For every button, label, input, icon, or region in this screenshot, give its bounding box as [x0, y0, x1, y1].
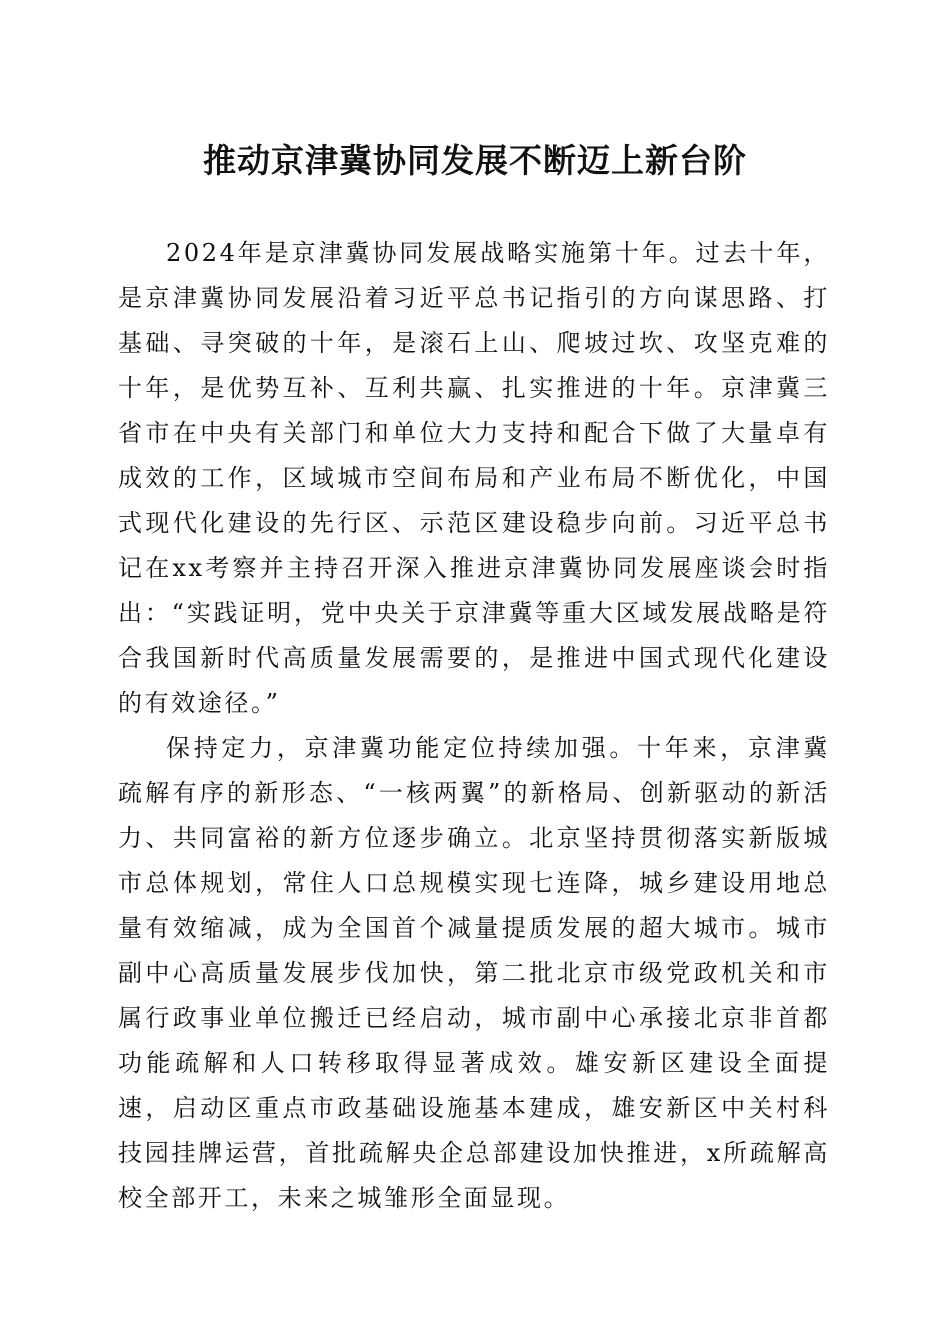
document-title: 推动京津冀协同发展不断迈上新台阶 — [203, 141, 747, 180]
paragraph-1: 2024年是京津冀协同发展战略实施第十年。过去十年，是京津冀协同发展沿着习近平总书记指引的方向谋思路、打基础、寻突破的十年，是滚石上山、爬坡过坎、攻坚克难的十年，是优势互补、互利共赢、扎实推进的十年。京津冀三省市在中央有关部门和单位大力支持和配合下做了大量卓有成效的工作，区域城市空间布局和产业布局不断优化，中国式现代化建设的先行区、示范区建设稳步向前。习近平总书记在xx考察并主持召开深入推进京津冀协同发展座谈会时指出：“实践证明，党中央关于京津冀等重大区域发展战略是符合我国新时代高质量发展需要的，是推进中国式现代化建设的有效途径。” — [118, 239, 830, 717]
document-body — [118, 231, 830, 1221]
paragraph-2: 保持定力，京津冀功能定位持续加强。十年来，京津冀疏解有序的新形态、“一核两翼”的新格局、创新驱动的新活力、共同富裕的新方位逐步确立。北京坚持贯彻落实新版城市总体规划，常住人口总规模实现七连降，城乡建设用地总量有效缩减，成为全国首个减量提质发展的超大城市。城市副中心高质量发展步伐加快，第二批北京市级党政机关和市属行政事业单位搬迁已经启动，城市副中心承接北京非首都功能疏解和人口转移取得显著成效。雄安新区建设全面提速，启动区重点市政基础设施基本建成，雄安新区中关村科技园挂牌运营，首批疏解央企总部建设加快推进，x所疏解高校全部开工，未来之城雏形全面显现。 — [118, 734, 830, 1212]
